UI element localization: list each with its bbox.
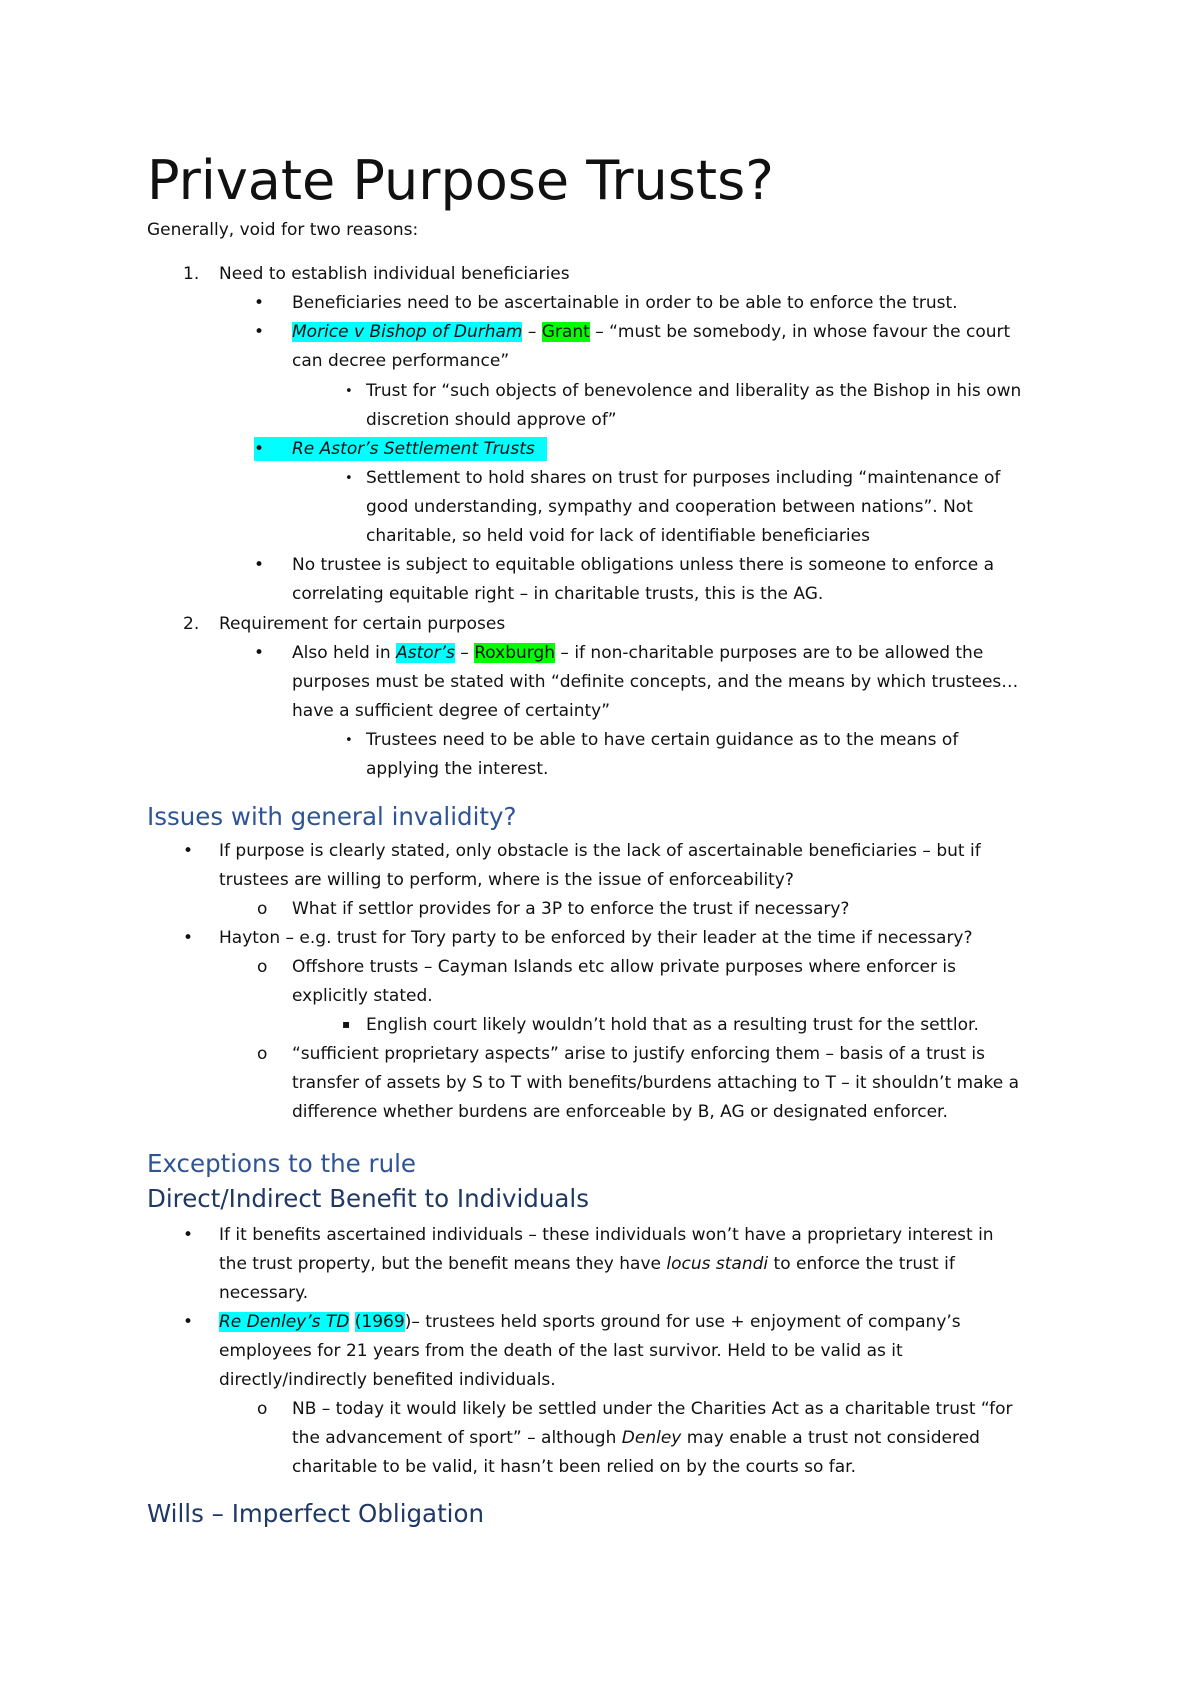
- text: – trustees held sports ground for use + enjoyment of company’s: [411, 1312, 961, 1332]
- intro-text: Generally, void for two reasons:: [147, 220, 419, 240]
- text: – if non-charitable purposes are to be allowed the: [555, 643, 984, 663]
- bullet-disc: •: [254, 322, 265, 342]
- text: the trust property, but the benefit means they have: [219, 1254, 667, 1274]
- list-item-continuation: difference whether burdens are enforceable by B, AG or designated enforcer.: [292, 1102, 948, 1122]
- list-item: If it benefits ascertained individuals – these individuals won’t have a proprietary interest in: [219, 1225, 994, 1245]
- reason-1-text: Need to establish individual beneficiaries: [219, 264, 570, 284]
- judge-name: Roxburgh: [474, 643, 556, 663]
- list-item-continuation: charitable, so held void for lack of identifiable beneficiaries: [366, 526, 870, 546]
- list-item-continuation: employees for 21 years from the death of the last survivor. Held to be valid as it: [219, 1341, 903, 1361]
- text: Also held in: [292, 643, 397, 663]
- list-item-continuation: necessary.: [219, 1283, 309, 1303]
- case-name: Re Denley’s TD: [219, 1312, 350, 1332]
- case-name: Re Astor’s Settlement Trusts: [292, 439, 535, 459]
- list-item-continuation: purposes must be stated with “definite concepts, and the means by which trustees…: [292, 672, 1019, 692]
- list-item-continuation: good understanding, sympathy and cooperation between nations”. Not: [366, 497, 973, 517]
- text: the advancement of sport” – although: [292, 1428, 622, 1448]
- list-item: [292, 437, 535, 461]
- list-item-continuation: [219, 1252, 955, 1276]
- text: to enforce the trust if: [768, 1254, 955, 1274]
- bullet-disc: •: [254, 439, 265, 459]
- judge-name: Grant: [541, 322, 590, 342]
- bullet-disc: •: [183, 928, 194, 948]
- list-item: [292, 320, 1010, 344]
- list-item: What if settlor provides for a 3P to enforce the trust if necessary?: [292, 899, 850, 919]
- list-item-continuation: have a sufficient degree of certainty”: [292, 701, 611, 721]
- section-heading: Issues with general invalidity?: [147, 802, 517, 831]
- bullet-disc: •: [183, 1225, 194, 1245]
- latin-term: locus standi: [666, 1254, 769, 1274]
- list-item: NB – today it would likely be settled under the Charities Act as a charitable trust “for: [292, 1399, 1013, 1419]
- list-item: Settlement to hold shares on trust for purposes including “maintenance of: [366, 468, 1001, 488]
- bullet-disc: •: [254, 643, 265, 663]
- section-heading: Exceptions to the rule: [147, 1149, 416, 1178]
- list-number: 1.: [183, 264, 200, 284]
- case-name: Astor’s: [396, 643, 455, 663]
- list-item-continuation: [292, 1426, 980, 1450]
- sub-heading: Wills – Imperfect Obligation: [147, 1499, 484, 1528]
- list-item: Beneficiaries need to be ascertainable in order to be able to enforce the trust.: [292, 293, 958, 313]
- reason-2-text: Requirement for certain purposes: [219, 614, 506, 634]
- list-item: Offshore trusts – Cayman Islands etc allow private purposes where enforcer is: [292, 957, 956, 977]
- list-item-continuation: explicitly stated.: [292, 986, 433, 1006]
- bullet-disc: •: [254, 293, 265, 313]
- list-number: 2.: [183, 614, 200, 634]
- case-name: Denley: [621, 1428, 682, 1448]
- list-item: If purpose is clearly stated, only obstacle is the lack of ascertainable beneficiaries – but if: [219, 841, 981, 861]
- list-item: [292, 641, 983, 665]
- list-item: Trustees need to be able to have certain guidance as to the means of: [366, 730, 959, 750]
- bullet-disc: •: [254, 555, 265, 575]
- list-item: “sufficient proprietary aspects” arise to justify enforcing them – basis of a trust is: [292, 1044, 986, 1064]
- dash: –: [522, 322, 542, 342]
- list-item: Hayton – e.g. trust for Tory party to be enforced by their leader at the time if necessary?: [219, 928, 973, 948]
- bullet-disc: •: [183, 1312, 194, 1332]
- space: [349, 1312, 354, 1332]
- sub-heading: Direct/Indirect Benefit to Individuals: [147, 1184, 589, 1213]
- list-item-continuation: transfer of assets by S to T with benefits/burdens attaching to T – it shouldn’t make a: [292, 1073, 1020, 1093]
- list-item-continuation: applying the interest.: [366, 759, 549, 779]
- page-title: Private Purpose Trusts?: [147, 149, 774, 212]
- list-item: Trust for “such objects of benevolence and liberality as the Bishop in his own: [366, 381, 1022, 401]
- bullet-square: ▪: [342, 1017, 351, 1031]
- bullet-circle: o: [257, 1399, 268, 1419]
- bullet-circle: o: [257, 1044, 268, 1064]
- bullet-disc: •: [345, 733, 353, 748]
- list-item-continuation: charitable to be valid, it hasn’t been relied on by the courts so far.: [292, 1457, 856, 1477]
- list-item-continuation: correlating equitable right – in charitable trusts, this is the AG.: [292, 584, 824, 604]
- paren: ): [404, 1312, 412, 1332]
- list-item: [219, 1310, 961, 1334]
- bullet-circle: o: [257, 957, 268, 977]
- list-item-continuation: can decree performance”: [292, 351, 510, 371]
- case-year: (1969: [354, 1312, 405, 1332]
- text: may enable a trust not considered: [681, 1428, 980, 1448]
- list-item-continuation: discretion should approve of”: [366, 410, 617, 430]
- list-item: No trustee is subject to equitable obligations unless there is someone to enforce a: [292, 555, 995, 575]
- list-item-continuation: trustees are willing to perform, where is the issue of enforceability?: [219, 870, 794, 890]
- bullet-disc: •: [345, 471, 353, 486]
- case-name: Morice v Bishop of Durham: [292, 322, 523, 342]
- list-item-continuation: directly/indirectly benefited individuals.: [219, 1370, 556, 1390]
- dash: –: [454, 643, 475, 663]
- quote-text: – “must be somebody, in whose favour the court: [589, 322, 1011, 342]
- bullet-disc: •: [345, 384, 353, 399]
- bullet-disc: •: [183, 841, 194, 861]
- list-item: English court likely wouldn’t hold that as a resulting trust for the settlor.: [366, 1015, 979, 1035]
- bullet-circle: o: [257, 899, 268, 919]
